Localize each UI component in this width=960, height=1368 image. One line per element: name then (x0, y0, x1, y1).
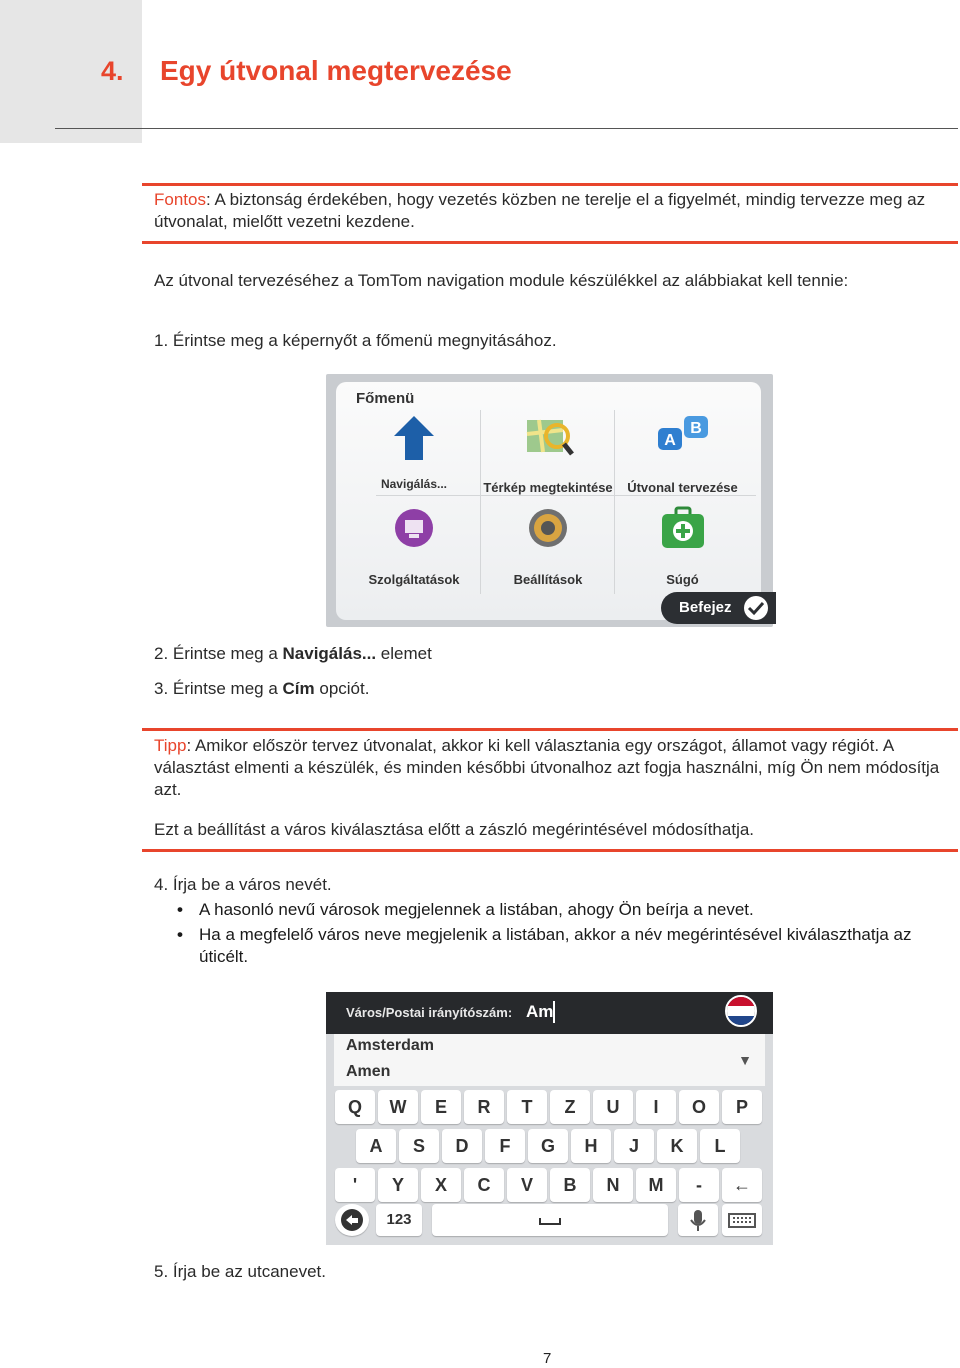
key[interactable]: H (571, 1129, 611, 1163)
keyboard-layout-icon[interactable] (722, 1204, 762, 1236)
keyboard-row-3 (326, 1168, 773, 1206)
keyboard-bottom-row (326, 1204, 773, 1245)
arrow-up-icon (387, 414, 441, 462)
menu-divider (376, 495, 756, 496)
key[interactable]: ' (335, 1168, 375, 1202)
key[interactable]: C (464, 1168, 504, 1202)
key[interactable]: M (636, 1168, 676, 1202)
menu-item-label: Szolgáltatások (368, 572, 460, 587)
route-a-b-icon (656, 414, 710, 462)
key[interactable]: V (507, 1168, 547, 1202)
back-icon[interactable] (335, 1204, 369, 1236)
menu-item-help[interactable] (616, 502, 749, 594)
microphone-icon[interactable] (678, 1204, 718, 1236)
important-text: : A biztonság érdekében, hogy vezetés közben ne terelje el a figyelmét, mindig tervezze meg az útvonalat, mielőtt vezetni kezdene. (154, 190, 926, 231)
tip-text-2: Ezt a beállítást a város kiválasztása előtt a zászló megérintésével módosíthatja. (154, 820, 755, 839)
text-caret (553, 1001, 555, 1023)
key[interactable]: Y (378, 1168, 418, 1202)
step-3 (154, 678, 954, 700)
menu-item-plan-route[interactable] (616, 410, 749, 502)
step-2-bold: Navigálás... (282, 644, 377, 663)
results-list (334, 1034, 765, 1086)
intro-paragraph: Az útvonal tervezéséhez a TomTom navigation module készülékkel az alábbiakat kell tennie: (154, 271, 849, 290)
help-first-aid-icon (656, 506, 710, 554)
step-4: 4. Írja be a város nevét. (154, 875, 332, 894)
space-bar[interactable] (432, 1204, 668, 1236)
key[interactable]: R (464, 1090, 504, 1124)
map-magnifier-icon (521, 414, 575, 462)
key[interactable]: N (593, 1168, 633, 1202)
step-5: 5. Írja be az utcanevet. (154, 1262, 326, 1281)
key[interactable]: F (485, 1129, 525, 1163)
step-1: 1. Érintse meg a képernyőt a főmenü megnyitásához. (154, 331, 557, 350)
key[interactable]: L (700, 1129, 740, 1163)
tip-label: Tipp (154, 736, 187, 755)
key[interactable]: S (399, 1129, 439, 1163)
main-menu-panel (336, 382, 761, 620)
settings-gear-icon (521, 506, 575, 554)
step-3-prefix: 3. Érintse meg a (154, 679, 283, 698)
menu-item-label: Navigálás... (380, 477, 448, 491)
step-2 (154, 643, 954, 665)
menu-item-label: Súgó (666, 572, 699, 587)
done-button[interactable] (661, 592, 776, 624)
menu-item-settings[interactable] (482, 502, 615, 594)
key[interactable]: T (507, 1090, 547, 1124)
step-3-suffix: opciót. (314, 679, 370, 698)
tip-bottom-rule (142, 849, 958, 852)
page-number: 7 (543, 1350, 552, 1367)
menu-item-navigate[interactable] (348, 410, 481, 502)
important-bottom-rule (142, 241, 958, 244)
keyboard-screenshot (326, 992, 773, 1245)
menu-item-map[interactable] (482, 410, 615, 502)
bullet-list (177, 899, 957, 971)
key[interactable]: J (614, 1129, 654, 1163)
key[interactable]: P (722, 1090, 762, 1124)
key[interactable]: W (378, 1090, 418, 1124)
scroll-down-icon[interactable]: ▼ (738, 1052, 752, 1068)
keyboard-row-1 (326, 1090, 773, 1128)
key[interactable]: O (679, 1090, 719, 1124)
chapter-number: 4. (101, 56, 124, 86)
chapter-title: Egy útvonal megtervezése (160, 55, 512, 86)
country-flag-icon[interactable] (725, 995, 757, 1027)
key[interactable]: U (593, 1090, 633, 1124)
important-label: Fontos (154, 190, 206, 209)
list-item[interactable]: Amsterdam (346, 1037, 435, 1054)
numeric-key[interactable]: 123 (376, 1204, 422, 1236)
menu-item-label: Útvonal tervezése (627, 480, 738, 495)
list-item: • A hasonló nevű városok megjelennek a listában, ahogy Ön beírja a nevet. (177, 899, 957, 921)
key[interactable]: D (442, 1129, 482, 1163)
menu-item-label: Beállítások (513, 572, 583, 587)
key[interactable]: X (421, 1168, 461, 1202)
services-icon (387, 506, 441, 554)
menu-item-label: Térkép megtekintése (483, 480, 613, 495)
tip-note (154, 735, 954, 801)
step-2-prefix: 2. Érintse meg a (154, 644, 283, 663)
key[interactable]: B (550, 1168, 590, 1202)
key[interactable]: G (528, 1129, 568, 1163)
svg-text:B: B (689, 420, 702, 437)
key[interactable]: - (679, 1168, 719, 1202)
search-field-bar (326, 992, 773, 1034)
chapter-rule (55, 128, 958, 129)
key[interactable]: Z (550, 1090, 590, 1124)
step-3-bold: Cím (282, 679, 315, 698)
key[interactable]: I (636, 1090, 676, 1124)
step-2-suffix: elemet (376, 644, 432, 663)
search-input[interactable]: Am (526, 1002, 554, 1021)
important-top-rule (142, 183, 958, 186)
key[interactable]: A (356, 1129, 396, 1163)
checkmark-icon (744, 596, 768, 620)
backspace-key[interactable]: ← (722, 1168, 762, 1202)
important-note (154, 189, 954, 233)
key[interactable]: Q (335, 1090, 375, 1124)
tip-top-rule (142, 728, 958, 731)
main-menu-screenshot (326, 374, 773, 627)
menu-item-services[interactable] (348, 502, 481, 594)
list-item[interactable]: Amen (346, 1063, 391, 1080)
svg-text:A: A (663, 432, 676, 449)
search-field-label: Város/Postai irányítószám: (346, 1005, 513, 1020)
done-button-label: Befejez (679, 599, 732, 616)
list-item: • Ha a megfelelő város neve megjelenik a listában, akkor a név megérintésével kiválaszthatja az úticélt. (177, 924, 957, 968)
keyboard-row-2 (326, 1129, 773, 1167)
tip-text: : Amikor először tervez útvonalat, akkor ki kell választania egy országot, államot vagy régiót. A választást elmenti a készülék, és minden későbbi útvonalhoz azt fogja használni, míg Ön nem módosítja azt. (154, 736, 940, 799)
menu-title: Főmenü (356, 390, 415, 407)
key[interactable]: E (421, 1090, 461, 1124)
key[interactable]: K (657, 1129, 697, 1163)
